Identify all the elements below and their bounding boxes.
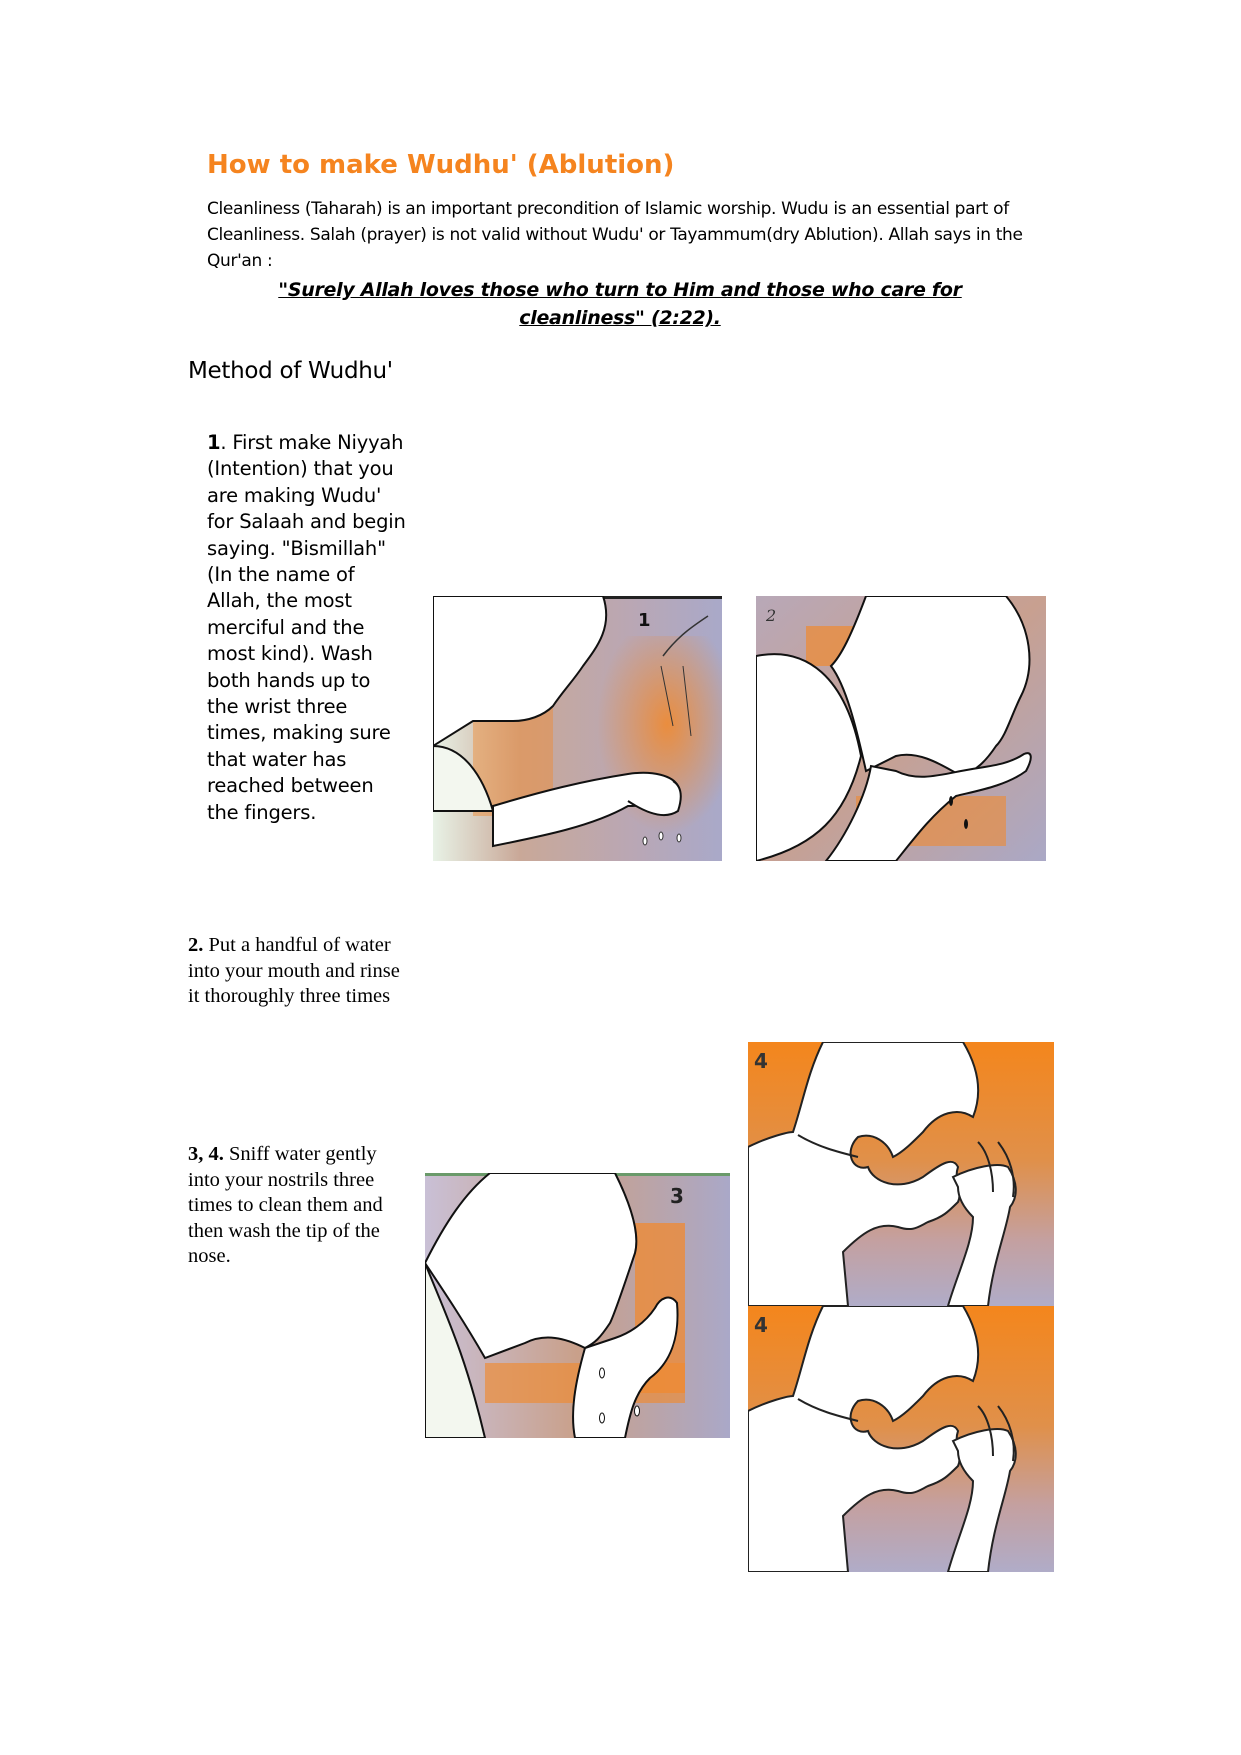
step-1-number: 1 — [207, 431, 221, 454]
step-1-number-suffix: . — [220, 431, 227, 454]
svg-text:4: 4 — [754, 1049, 768, 1073]
figure-4-washing-nose-repeat — [748, 1306, 1054, 1572]
step-1-text — [207, 430, 407, 826]
step-3-4-body: Sniff water gently into your nostrils three times to clean them and then wash the tip of the nose. — [188, 1143, 383, 1267]
step-3-4-text — [188, 1142, 408, 1270]
step-2-number: 2. — [188, 934, 204, 956]
figure-4-washing-nose — [748, 1042, 1054, 1306]
section-heading: Method of Wudhu' — [188, 358, 393, 384]
step-2-body: Put a handful of water into your mouth and rinse it thoroughly three times — [188, 934, 400, 1007]
step-2-text — [188, 933, 408, 1010]
step-1-body: First make Niyyah (Intention) that you are making Wudu' for Salaah and begin saying. "Bismillah" (In the name of Allah, the most merciful and the most kind). Wash both hands up to the wrist three times, making sure that water has reached between the fingers. — [207, 431, 406, 824]
svg-text:4: 4 — [754, 1313, 768, 1337]
figure-3-sniffing-water — [425, 1173, 730, 1438]
intro-paragraph: Cleanliness (Taharah) is an important precondition of Islamic worship. Wudu is an essential part of Cleanliness. Salah (prayer) is not valid without Wudu' or Tayammum(dry Ablution). Allah says in the Qur'an : — [207, 199, 1023, 271]
figure-2-rinsing-mouth — [756, 596, 1046, 861]
step-3-4-number: 3, 4. — [188, 1143, 224, 1165]
svg-text:2: 2 — [766, 606, 777, 625]
quran-quote: "Surely Allah loves those who turn to Him and those who care for cleanliness" (2:22). — [278, 279, 962, 329]
figure-1-washing-hands — [433, 596, 722, 861]
page-title: How to make Wudhu' (Ablution) — [207, 150, 675, 180]
svg-text:1: 1 — [638, 610, 651, 631]
svg-text:3: 3 — [670, 1184, 684, 1208]
